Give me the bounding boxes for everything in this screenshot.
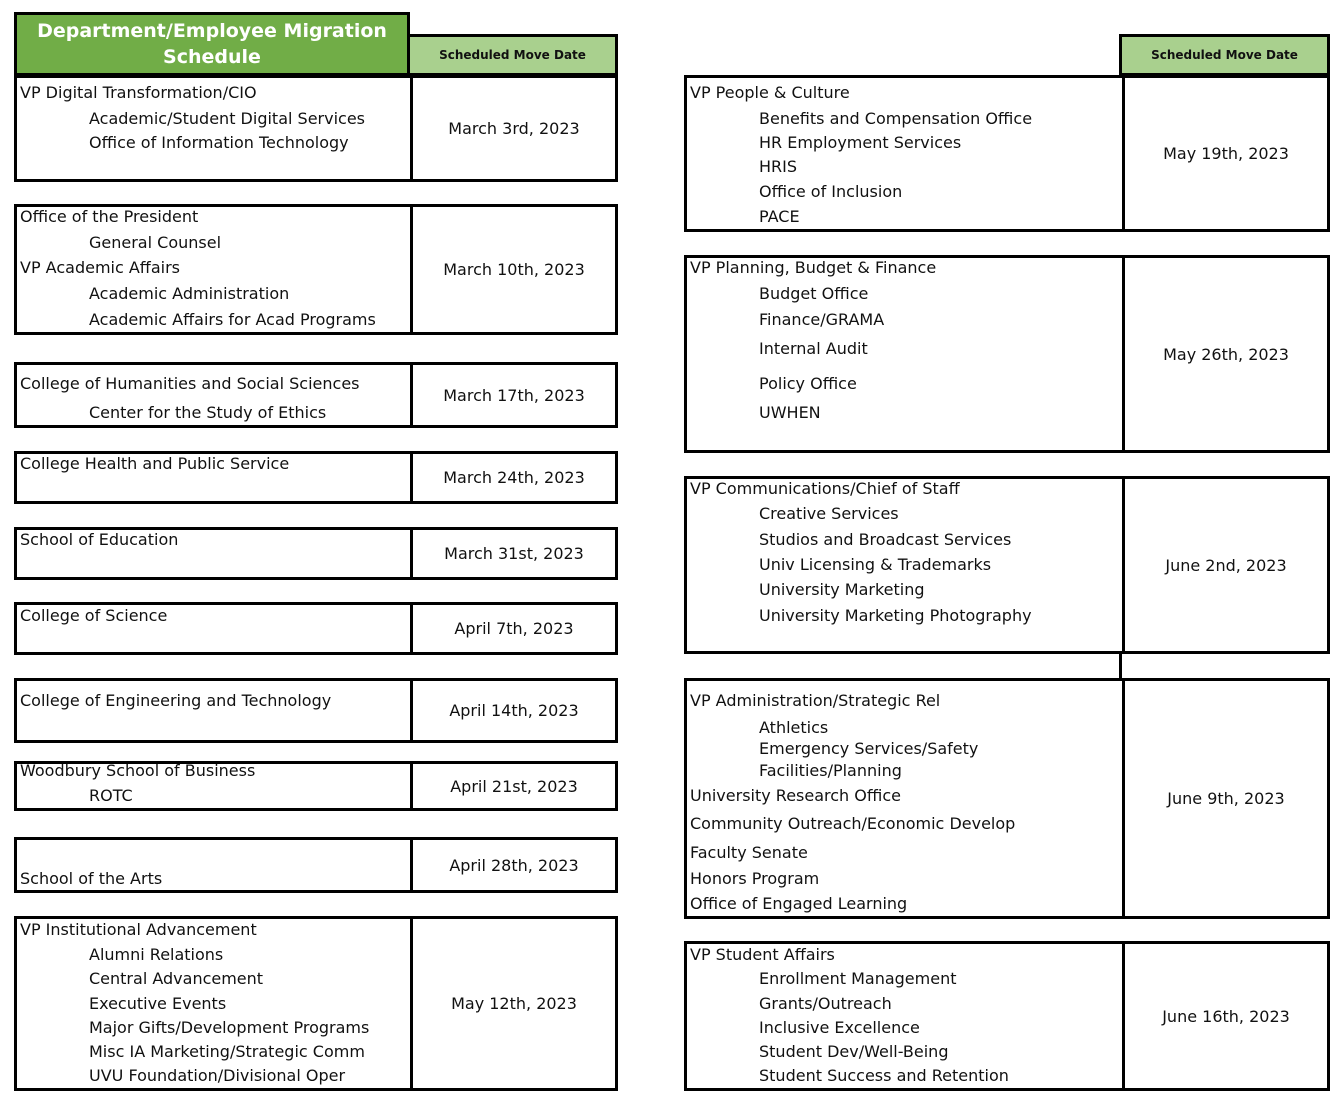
department-label: College Health and Public Service <box>20 454 290 473</box>
department-label: College of Engineering and Technology <box>20 691 332 710</box>
schedule-row <box>14 362 618 428</box>
sub-department-label: Benefits and Compensation Office <box>759 109 1033 128</box>
move-date: April 7th, 2023 <box>454 619 574 638</box>
sub-department-label: Misc IA Marketing/Strategic Comm <box>89 1042 365 1061</box>
department-cell <box>17 919 413 1088</box>
sub-department-label: University Marketing <box>759 580 925 599</box>
schedule-row <box>14 761 618 811</box>
department-cell <box>17 365 413 425</box>
sub-department-label: Budget Office <box>759 284 869 303</box>
department-label: VP Planning, Budget & Finance <box>690 258 937 277</box>
department-label: VP Administration/Strategic Rel <box>690 691 941 710</box>
department-cell <box>17 605 413 652</box>
sub-department-label: HR Employment Services <box>759 133 962 152</box>
move-date: May 26th, 2023 <box>1163 344 1289 364</box>
schedule-row <box>14 678 618 743</box>
sub-department-label: Studios and Broadcast Services <box>759 530 1012 549</box>
department-label: College of Science <box>20 606 168 625</box>
schedule-row <box>14 837 618 893</box>
department-label: VP Digital Transformation/CIO <box>20 83 257 102</box>
sub-department-label: Univ Licensing & Trademarks <box>759 555 992 574</box>
move-date: March 31st, 2023 <box>444 544 584 563</box>
sub-department-label: Academic Affairs for Acad Programs <box>89 310 376 329</box>
department-cell <box>17 761 413 808</box>
sub-department-label: Policy Office <box>759 374 857 393</box>
schedule-row <box>14 602 618 655</box>
move-date: April 14th, 2023 <box>449 701 579 720</box>
sub-department-label: UVU Foundation/Divisional Oper <box>89 1066 346 1085</box>
department-label: Office of Engaged Learning <box>690 894 908 913</box>
date-header-right: Scheduled Move Date <box>1119 34 1330 76</box>
schedule-row <box>14 451 618 504</box>
move-date: June 9th, 2023 <box>1167 789 1285 808</box>
department-label: VP Communications/Chief of Staff <box>690 479 960 498</box>
sub-department-label: Executive Events <box>89 994 227 1013</box>
department-label: College of Humanities and Social Sciences <box>20 374 360 393</box>
schedule-title-line2: Schedule <box>163 46 261 68</box>
department-cell <box>17 78 413 179</box>
column-divider <box>1119 652 1122 680</box>
department-label: University Research Office <box>690 786 901 805</box>
move-date: June 2nd, 2023 <box>1165 555 1287 575</box>
department-cell <box>17 681 413 740</box>
sub-department-label: Athletics <box>759 718 829 737</box>
move-date: May 12th, 2023 <box>451 994 577 1013</box>
sub-department-label: Academic/Student Digital Services <box>89 109 365 128</box>
move-date: March 24th, 2023 <box>443 468 585 487</box>
schedule-row <box>684 75 1330 232</box>
sub-department-label: Academic Administration <box>89 284 290 303</box>
sub-department-label: Internal Audit <box>759 339 868 358</box>
department-label: Honors Program <box>690 869 820 888</box>
sub-department-label: General Counsel <box>89 233 222 252</box>
schedule-row <box>684 476 1330 654</box>
department-cell <box>17 454 413 501</box>
sub-department-label: Grants/Outreach <box>759 994 892 1013</box>
sub-department-label: Enrollment Management <box>759 969 957 988</box>
sub-department-label: University Marketing Photography <box>759 606 1032 625</box>
department-label: School of Education <box>20 530 179 549</box>
schedule-title <box>14 12 410 76</box>
sub-department-label: Major Gifts/Development Programs <box>89 1018 370 1037</box>
move-date: April 21st, 2023 <box>450 776 578 796</box>
department-cell <box>687 258 1125 450</box>
schedule-row <box>14 527 618 580</box>
schedule-row <box>14 916 618 1091</box>
sub-department-label: PACE <box>759 207 800 226</box>
move-date: March 10th, 2023 <box>443 260 585 279</box>
sub-department-label: Center for the Study of Ethics <box>89 403 327 422</box>
move-date: April 28th, 2023 <box>449 855 579 875</box>
sub-department-label: Student Success and Retention <box>759 1066 1009 1085</box>
date-header-left: Scheduled Move Date <box>407 34 618 76</box>
department-label: Faculty Senate <box>690 843 808 862</box>
department-cell <box>17 207 413 332</box>
department-label: Office of the President <box>20 207 199 226</box>
schedule-title-line1: Department/Employee Migration <box>37 20 387 42</box>
move-date: June 16th, 2023 <box>1162 1006 1290 1026</box>
sub-department-label: Alumni Relations <box>89 945 224 964</box>
sub-department-label: Finance/GRAMA <box>759 310 885 329</box>
department-label: Community Outreach/Economic Develop <box>690 814 1016 833</box>
sub-department-label: Office of Information Technology <box>89 133 349 152</box>
sub-department-label: Creative Services <box>759 504 899 523</box>
department-cell <box>17 530 413 577</box>
department-cell <box>17 840 413 890</box>
move-date: March 17th, 2023 <box>443 385 585 405</box>
department-label: VP Academic Affairs <box>20 258 180 277</box>
schedule-row <box>684 255 1330 453</box>
sub-department-label: Student Dev/Well-Being <box>759 1042 949 1061</box>
department-cell <box>687 944 1125 1088</box>
schedule-row <box>14 204 618 335</box>
department-cell <box>687 479 1125 651</box>
department-label: School of the Arts <box>20 869 163 888</box>
sub-department-label: Office of Inclusion <box>759 182 903 201</box>
schedule-row <box>684 941 1330 1091</box>
schedule-row <box>684 678 1330 919</box>
sub-department-label: Facilities/Planning <box>759 761 902 780</box>
department-cell <box>687 681 1125 916</box>
department-label: VP Student Affairs <box>690 945 835 964</box>
sub-department-label: Central Advancement <box>89 969 264 988</box>
schedule-row <box>14 75 618 182</box>
sub-department-label: ROTC <box>89 786 133 805</box>
department-label: VP Institutional Advancement <box>20 920 257 939</box>
department-cell <box>687 78 1125 229</box>
sub-department-label: Inclusive Excellence <box>759 1018 920 1037</box>
sub-department-label: Emergency Services/Safety <box>759 739 979 758</box>
department-label: VP People & Culture <box>690 83 850 102</box>
move-date: May 19th, 2023 <box>1163 144 1289 163</box>
sub-department-label: HRIS <box>759 157 798 176</box>
department-label: Woodbury School of Business <box>20 761 256 780</box>
sub-department-label: UWHEN <box>759 403 821 422</box>
move-date: March 3rd, 2023 <box>448 119 580 138</box>
